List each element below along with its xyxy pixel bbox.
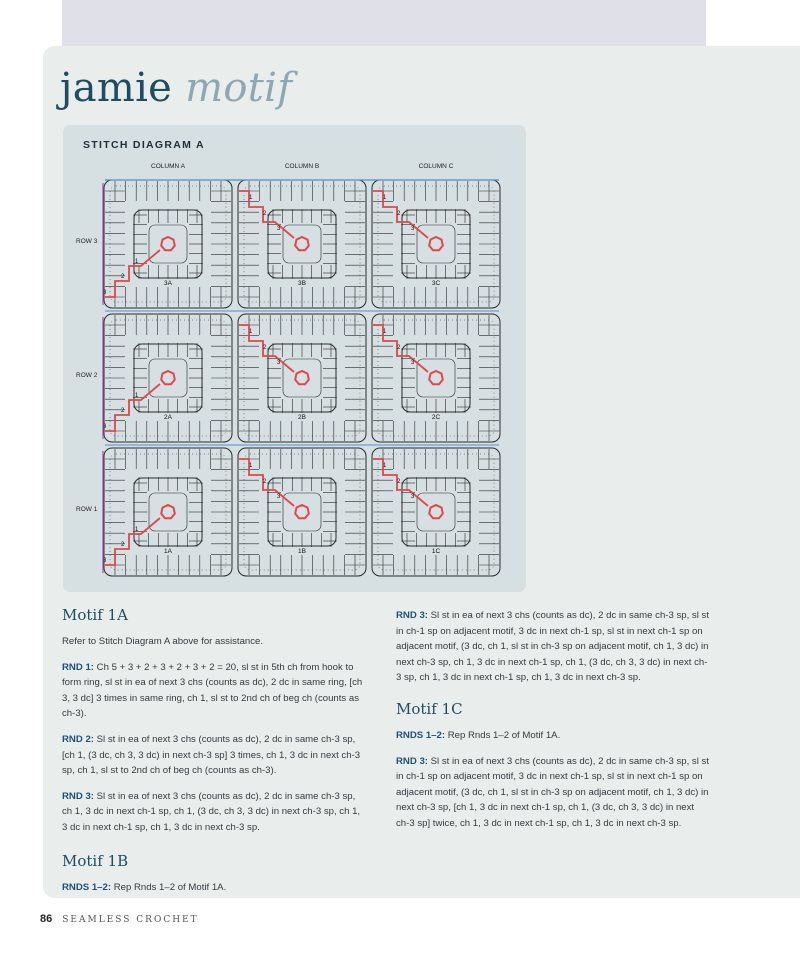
title-accent: motif bbox=[185, 65, 293, 111]
round-1-outline bbox=[149, 359, 187, 397]
round-1-outline bbox=[149, 493, 187, 531]
center-ring bbox=[429, 371, 443, 384]
center-ring bbox=[295, 371, 309, 384]
center-ring bbox=[295, 505, 309, 518]
round-label: RND 3: bbox=[62, 790, 94, 802]
motif-label: 1C bbox=[431, 548, 441, 555]
row-label: ROW 3 bbox=[76, 238, 98, 245]
round-1-outline bbox=[283, 225, 321, 263]
round-number: 2 bbox=[263, 345, 267, 351]
motif-1a-rnd-1 bbox=[62, 660, 368, 722]
instructions-right-column bbox=[396, 608, 710, 842]
round-1-outline bbox=[283, 493, 321, 531]
round-text: Sl st in ea of next 3 chs (counts as dc), 2 dc in same ch-3 sp, sl st in ch-1 sp on adjacent motif, 3 dc in next ch-1 sp, sl st in next ch-1 sp on adjacent motif, (3 dc, ch 1, sl st in ch-3 sp on adjacent motif, ch 1, 3 dc) in next ch-3 sp, ch 1, 3 dc in next ch-1 sp, ch 1, (3 dc, ch 3, 3 dc) in next ch-3 sp, ch 1, 3 dc in next ch-1 sp, ch 1, 3 dc in next ch-3 sp. bbox=[396, 610, 709, 684]
stitch-diagram bbox=[63, 125, 526, 592]
round-number: 1 bbox=[383, 463, 387, 469]
round-1-outline bbox=[149, 225, 187, 263]
round-text: Sl st in ea of next 3 chs (counts as dc), 2 dc in same ch-3 sp, sl st in ch-1 sp on adjacent motif, 3 dc in next ch-1 sp, sl st in next ch-1 sp on adjacent motif, (3 dc, ch 1, sl st in ch-3 sp on adjacent motif, ch 1, 3 dc) in next ch-3 sp, [ch 1, 3 dc in next ch-1 sp, ch 1, (3 dc, ch 3, 3 dc) in next ch-3 sp] twice, ch 1, 3 dc in next ch-1 sp, ch 1, 3 dc in next ch-3 sp. bbox=[396, 755, 709, 829]
round-number: 3 bbox=[103, 558, 107, 564]
round-number: 3 bbox=[411, 494, 415, 500]
page-footer bbox=[40, 912, 199, 925]
round-number: 2 bbox=[121, 542, 125, 548]
round-number: 3 bbox=[277, 494, 281, 500]
round-1-outline bbox=[417, 359, 455, 397]
round-label: RND 3: bbox=[396, 755, 428, 767]
column-label: COLUMN C bbox=[418, 163, 454, 170]
motif-label: 3B bbox=[298, 280, 306, 287]
round-number: 2 bbox=[397, 211, 401, 217]
motif-1b-rnds-1-2 bbox=[62, 880, 368, 896]
round-number: 3 bbox=[277, 226, 281, 232]
motif-1a-heading: Motif 1A bbox=[62, 606, 128, 624]
motif-label: 3A bbox=[164, 280, 172, 287]
starting-chain-path bbox=[239, 191, 294, 238]
motif-1c-rnd-3 bbox=[396, 754, 710, 832]
starting-chain-path bbox=[373, 459, 428, 506]
center-ring bbox=[161, 237, 175, 250]
motif-1a-rnd-2 bbox=[62, 732, 368, 779]
round-1-outline bbox=[417, 225, 455, 263]
round-label: RNDS 1–2: bbox=[396, 729, 446, 741]
center-ring bbox=[429, 505, 443, 518]
motif-label: 1B bbox=[298, 548, 306, 555]
round-number: 2 bbox=[263, 211, 267, 217]
round-number: 1 bbox=[249, 329, 253, 335]
round-number: 1 bbox=[135, 393, 139, 399]
round-number: 1 bbox=[383, 195, 387, 201]
round-label: RND 1: bbox=[62, 661, 94, 673]
center-ring bbox=[161, 371, 175, 384]
round-label: RND 3: bbox=[396, 610, 428, 621]
motif-1c-rnds-1-2 bbox=[396, 728, 710, 744]
row-label: ROW 1 bbox=[76, 506, 98, 513]
starting-chain-path bbox=[239, 325, 294, 372]
round-number: 1 bbox=[135, 259, 139, 265]
round-text: Ch 5 + 3 + 2 + 3 + 2 + 3 + 2 = 20, sl st in 5th ch from hook to form ring, sl st in ea of next 3 chs (counts as dc), 2 dc in same ring, [ch 3, 3 dc] 3 times in same ring, ch 1, sl st to 2nd ch of beg ch (counts as ch-3). bbox=[62, 661, 363, 720]
round-1-outline bbox=[283, 359, 321, 397]
round-number: 1 bbox=[383, 329, 387, 335]
column-label: COLUMN A bbox=[151, 163, 185, 170]
round-number: 2 bbox=[121, 274, 125, 280]
motif-1a-rnd-3 bbox=[62, 789, 368, 836]
center-ring bbox=[429, 237, 443, 250]
column-label: COLUMN B bbox=[284, 163, 320, 170]
starting-chain-path bbox=[105, 384, 160, 431]
instructions-left-column bbox=[62, 606, 368, 905]
motif-label: 2C bbox=[431, 414, 441, 421]
round-label: RNDS 1–2: bbox=[62, 881, 112, 893]
center-ring bbox=[161, 505, 175, 518]
motif-1a-intro: Refer to Stitch Diagram A above for assistance. bbox=[62, 636, 264, 647]
starting-chain-path bbox=[105, 518, 160, 565]
round-number: 1 bbox=[249, 463, 253, 469]
top-color-band bbox=[62, 0, 706, 46]
motif-label: 2A bbox=[164, 414, 172, 421]
row-label: ROW 2 bbox=[76, 372, 98, 379]
motif-1b-rnd-3 bbox=[396, 608, 710, 686]
diagram-title: STITCH DIAGRAM A bbox=[83, 139, 205, 151]
round-text: Rep Rnds 1–2 of Motif 1A. bbox=[111, 881, 227, 893]
round-number: 2 bbox=[121, 408, 125, 414]
round-text: Rep Rnds 1–2 of Motif 1A. bbox=[445, 729, 561, 741]
round-number: 3 bbox=[411, 360, 415, 366]
page-number: 86 bbox=[40, 913, 53, 925]
round-number: 1 bbox=[249, 195, 253, 201]
starting-chain-path bbox=[373, 191, 428, 238]
round-number: 3 bbox=[411, 226, 415, 232]
book-title: SEAMLESS CROCHET bbox=[62, 915, 199, 925]
motif-1b-heading: Motif 1B bbox=[62, 851, 129, 870]
motif-label: 1A bbox=[164, 548, 172, 555]
round-number: 3 bbox=[277, 360, 281, 366]
starting-chain-path bbox=[105, 250, 160, 297]
round-number: 2 bbox=[263, 479, 267, 485]
round-number: 3 bbox=[103, 424, 107, 430]
round-text: Sl st in ea of next 3 chs (counts as dc), 2 dc in same ch-3 sp, ch 1, 3 dc in next ch-1 sp, ch 1, (3 dc, ch 3, 3 dc) in next ch-3 sp, ch 1, 3 dc in next ch-1 sp, ch 1, 3 dc in next ch-3 sp. bbox=[62, 790, 361, 833]
motif-label: 2B bbox=[298, 414, 306, 421]
round-label: RND 2: bbox=[62, 733, 94, 745]
round-text: Sl st in ea of next 3 chs (counts as dc), 2 dc in same ch-3 sp, [ch 1, (3 dc, ch 3, 3 dc) in next ch-3 sp] 3 times, ch 1, 3 dc in next ch-3 sp, ch 1, sl st to 2nd ch of beg ch (counts as ch-3). bbox=[62, 733, 361, 777]
round-1-outline bbox=[417, 493, 455, 531]
stitch-diagram-chart bbox=[63, 125, 526, 592]
page-title bbox=[60, 64, 292, 112]
starting-chain-path bbox=[239, 459, 294, 506]
motif-label: 3C bbox=[431, 280, 441, 287]
center-ring bbox=[295, 237, 309, 250]
round-number: 2 bbox=[397, 479, 401, 485]
starting-chain-path bbox=[373, 325, 428, 372]
round-number: 2 bbox=[397, 345, 401, 351]
round-number: 3 bbox=[103, 290, 107, 296]
title-main: jamie bbox=[60, 65, 173, 111]
motif-1c-heading: Motif 1C bbox=[396, 699, 463, 718]
round-number: 1 bbox=[135, 527, 139, 533]
